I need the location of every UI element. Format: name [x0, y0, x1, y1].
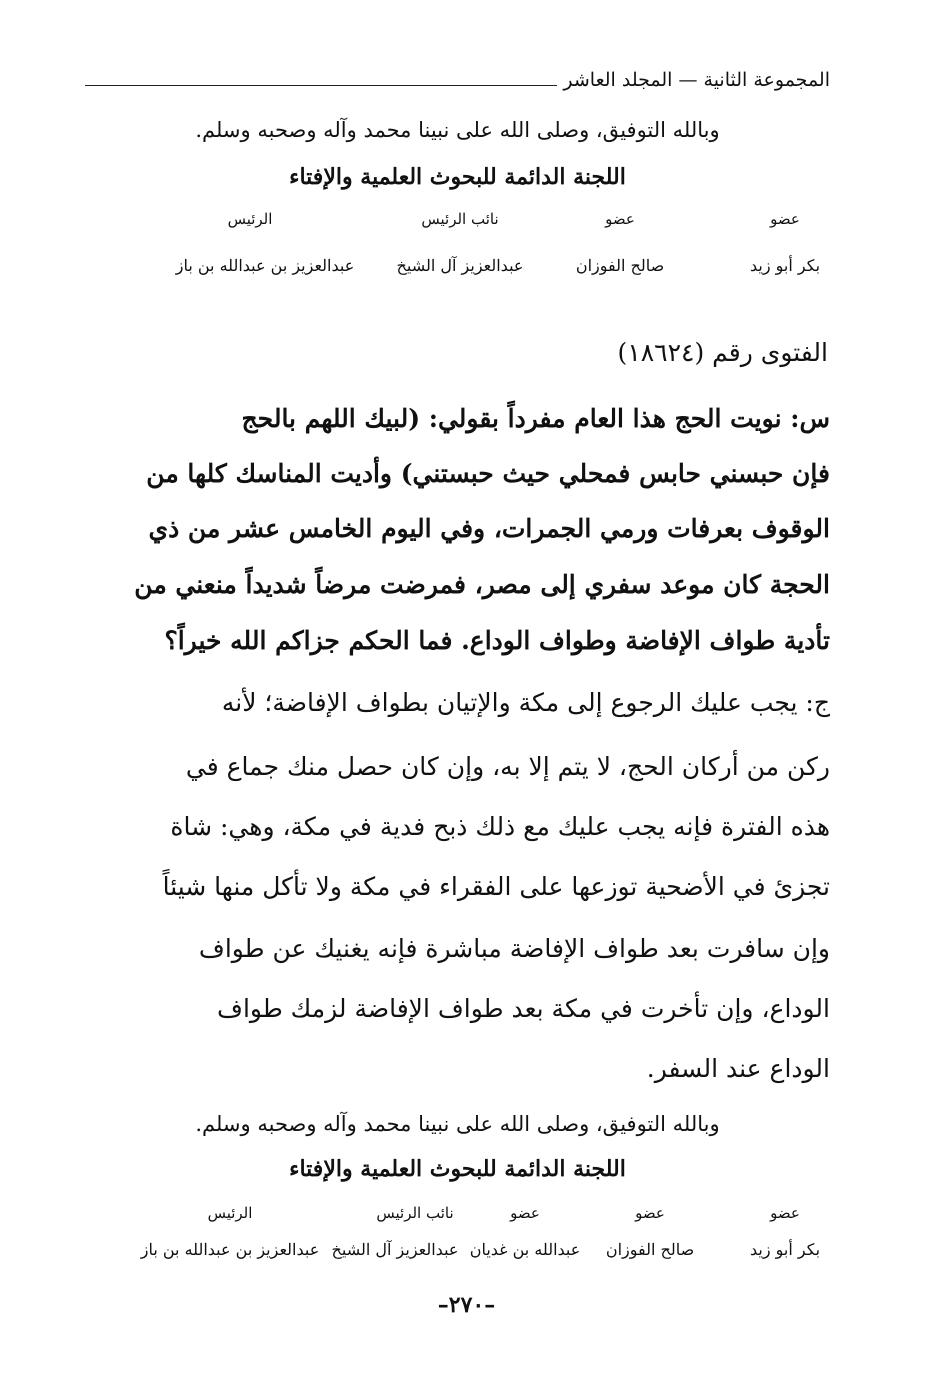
question-line: تأدية طواف الإفاضة وطواف الوداع. فما الحكم جزاكم الله خيراً؟ [164, 626, 830, 655]
question-line: الحجة كان موعد سفري إلى مصر، فمرضت مرضاً شديداً منعني من [134, 570, 830, 599]
signatory-titles [100, 210, 830, 240]
answer-line: ج: يجب عليك الرجوع إلى مكة والإتيان بطواف الإفاضة؛ لأنه [221, 688, 830, 717]
running-header [85, 62, 830, 92]
signatory-title: نائب الرئيس [421, 210, 499, 228]
signatory-name: بكر أبو زيد [749, 256, 821, 275]
committee-name: اللجنة الدائمة للبحوث العلمية والإفتاء [289, 164, 626, 190]
question-line: الوقوف بعرفات ورمي الجمرات، وفي اليوم الخامس عشر من ذي [148, 514, 830, 543]
answer-line: ركن من أركان الحج، لا يتم إلا به، وإن كان حصل منك جماع في [185, 752, 830, 781]
fatwa-heading: الفتوى رقم (١٨٦٢٤) [617, 338, 828, 367]
signatory-names [100, 1240, 830, 1270]
answer-line: الوداع، وإن تأخرت في مكة بعد طواف الإفاضة لزمك طواف [217, 994, 830, 1023]
signatory-name: بكر أبو زيد [749, 1240, 821, 1259]
signatory-title: عضو [605, 210, 635, 228]
question-line: فإن حبسني حابس فمحلي حيث حبستني) وأديت المناسك كلها من [146, 459, 830, 488]
signatory-titles [100, 1204, 830, 1234]
signatory-title: الرئيس [207, 1204, 253, 1222]
signatory-title: الرئيس [227, 210, 273, 228]
signatory-title: عضو [510, 1204, 540, 1222]
signatory-name: عبدالعزيز بن عبدالله بن باز [175, 256, 355, 275]
answer-line: تجزئ في الأضحية توزعها على الفقراء في مكة ولا تأكل منها شيئاً [162, 872, 830, 901]
signatory-name: عبدالله بن غديان [469, 1240, 581, 1259]
running-title: المجموعة الثانية — المجلد العاشر [563, 69, 830, 91]
closing-statement: وبالله التوفيق، وصلى الله على نبينا محمد وآله وصحبه وسلم. [195, 1112, 720, 1136]
signatory-name: صالح الفوزان [575, 256, 665, 275]
answer-line: هذه الفترة فإنه يجب عليك مع ذلك ذبح فدية في مكة، وهي: شاة [170, 812, 830, 841]
answer-line: الوداع عند السفر. [646, 1054, 830, 1083]
signatory-name: عبدالعزيز آل الشيخ [396, 256, 524, 275]
signatory-title: عضو [770, 1204, 800, 1222]
signatory-title: عضو [635, 1204, 665, 1222]
closing-statement: وبالله التوفيق، وصلى الله على نبينا محمد وآله وصحبه وسلم. [195, 118, 720, 142]
committee-name: اللجنة الدائمة للبحوث العلمية والإفتاء [289, 1156, 626, 1182]
signatory-name: عبدالعزيز آل الشيخ [331, 1240, 459, 1259]
header-rule [85, 85, 557, 86]
page-number: –٢٧٠– [437, 1292, 496, 1318]
signatory-name: عبدالعزيز بن عبدالله بن باز [140, 1240, 320, 1259]
answer-line: وإن سافرت بعد طواف الإفاضة مباشرة فإنه يغنيك عن طواف [198, 934, 830, 963]
signatory-names [100, 256, 830, 286]
signatory-title: نائب الرئيس [376, 1204, 454, 1222]
signatory-name: صالح الفوزان [605, 1240, 695, 1259]
question-line: س: نويت الحج هذا العام مفرداً بقولي: (لبيك اللهم بالحج [241, 404, 830, 433]
signatory-title: عضو [770, 210, 800, 228]
